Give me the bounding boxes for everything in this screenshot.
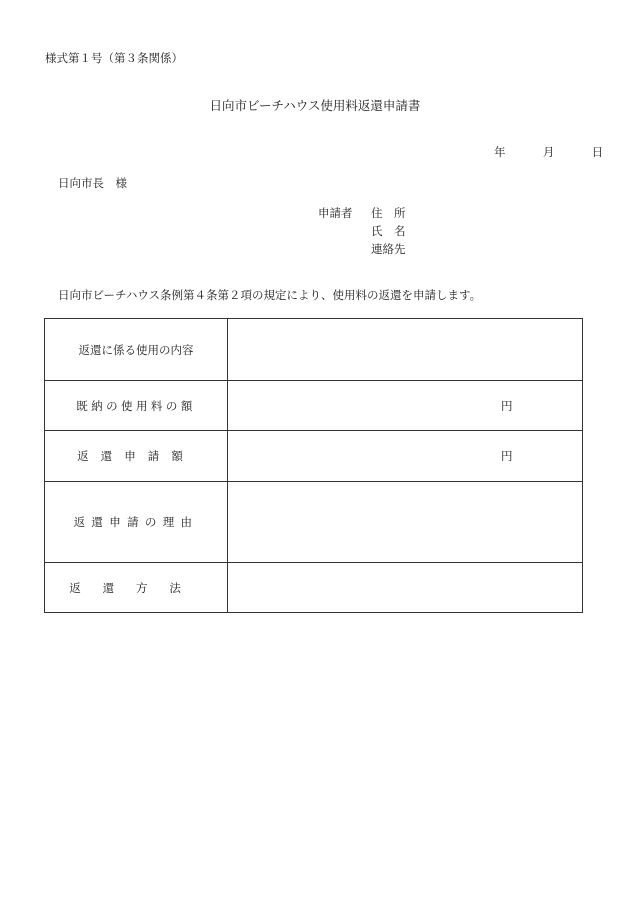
date-month: 月 [542, 145, 555, 159]
date-year: 年 [494, 145, 506, 159]
row-value-usage-content[interactable] [228, 319, 583, 381]
table-row [45, 431, 583, 482]
row-label-refund-method: 返還方法 [45, 563, 228, 613]
row-label-usage-content: 返還に係る使用の内容 [45, 319, 228, 381]
row-label-refund-reason: 返還申請の理由 [45, 482, 228, 563]
date-day: 日 [591, 145, 604, 159]
row-value-paid-fee[interactable] [228, 381, 583, 431]
application-statement: 日向市ビーチハウス条例第４条第２項の規定により、使用料の返還を申請します。 [58, 288, 482, 302]
application-table [44, 318, 583, 613]
row-value-refund-reason[interactable] [228, 482, 583, 563]
row-label-paid-fee: 既納の使用料の額 [45, 381, 228, 431]
date-line [494, 147, 603, 159]
applicant-label: 申請者 [318, 206, 353, 220]
row-value-refund-amount[interactable] [228, 431, 583, 482]
table-row [45, 563, 583, 613]
applicant-name-label: 氏 名 [371, 224, 406, 238]
yen-unit: 円 [501, 398, 513, 413]
table-row [45, 482, 583, 563]
addressee: 日向市長 様 [58, 176, 127, 190]
form-number: 様式第１号（第３条関係） [45, 51, 183, 65]
applicant-address-label: 住 所 [371, 206, 406, 220]
table-row [45, 381, 583, 431]
applicant-contact-label: 連絡先 [371, 242, 406, 256]
document-title: 日向市ビーチハウス使用料返還申請書 [209, 98, 421, 113]
row-label-refund-amount: 返還申請額 [45, 431, 228, 482]
yen-unit: 円 [501, 449, 513, 463]
row-value-refund-method[interactable] [228, 563, 583, 613]
table-row [45, 319, 583, 381]
